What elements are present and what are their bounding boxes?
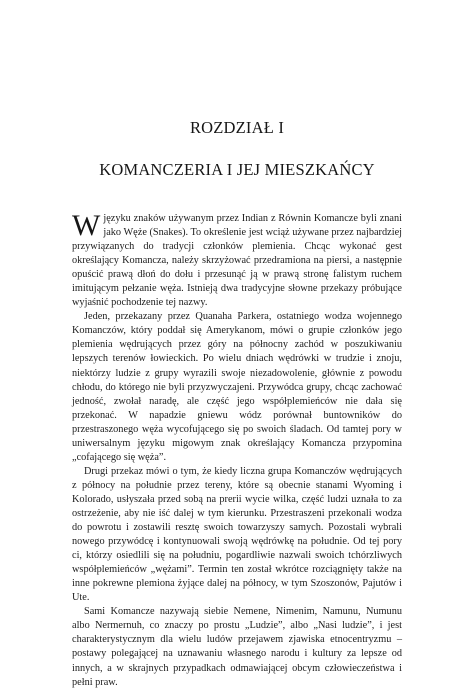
paragraph-2: Jeden, przekazany przez Quanaha Parkera, ostatniego wodza wojennego Komanczów, który poddał się Amerykanom, mówi o grupie członków jego plemienia wędrujących przez góry na północny zachód w poszukiwaniu lepszych terenów łowieckich. Po wielu dniach wędrówki w trudzie i znoju, niektórzy ludzie z grupy wyrazili swoje niezadowolenie, głównie z powodu chłodu, do którego nie byli przyzwyczajeni. Przywódca grupy, chcąc zachować jedność, zwołał naradę, ale część jego współplemieńców nie dała się przekonać. W napadzie gniewu wódz porównał buntowników do przestraszonego węża wycofującego się po swoich śladach. Od tamtej pory w uniwersalnym języku migowym znak określający Komancza przypomina „cofającego się węża”. xyxy=(72,311,402,463)
paragraph-1 xyxy=(72,209,402,310)
drop-cap: W xyxy=(72,209,101,242)
chapter-number: ROZDZIAŁ I xyxy=(189,118,285,137)
paragraph-3: Drugi przekaz mówi o tym, że kiedy liczna grupa Komanczów wędrujących z północy na południe przez tereny, które są obecnie stanami Wyoming i Kolorado, usłyszała przed sobą na prerii wycie wilka, część ludzi uznała to za ostrzeżenie, aby nie iść dalej w tym kierunku. Przestraszeni przekonali wodza do powrotu i zostawili resztę swoich towarzyszy samych. Pozostali wybrali nowego przywódcę i kontynuowali swoją wędrówkę na południe. Od tej pory ci, którzy osiedlili się na południu, pogardliwie nazwali swoich tchórzliwych współplemieńców „wężami”. Termin ten został wkrótce rozciągnięty także na inne pokrewne plemiona żyjące dalej na północy, w tym Szoszonów, Pajutów i Ute. xyxy=(72,465,402,604)
chapter-title: KOMANCZERIA I JEJ MIESZKAŃCY xyxy=(99,160,375,179)
paragraph-4: Sami Komancze nazywają siebie Nemene, Nimenim, Namunu, Numunu albo Nermernuh, co znaczy po prostu „Ludzie”, albo „Nasi ludzie”, i jest charakterystycznym dla wielu ludów przejawem zjawiska etnocentryzmu – postawy polegającej na uznawaniu własnego narodu i kultury za lepsze od innych, a w skrajnych przypadkach odmawiającej obcym człowieczeństwa i pełni praw. xyxy=(72,606,402,688)
paragraph-1-text: języku znaków używanym przez Indian z Równin Komancze byli znani jako Węże (Snakes). To określenie jest wciąż używane przez najbardziej przywiązanych do tradycji członków plemienia. Chcąc wykonać gest określający Komancza, należy skrzyżować przedramiona na piersi, a następnie opuścić prawą dłoń do dołu i przesunąć ją w prawą stronę falistym ruchem imitującym pełzanie węża. Istnieją dwa tradycyjne słowne przekazy próbujące wyjaśnić pochodzenie tej nazwy. xyxy=(72,213,402,309)
chapter-body xyxy=(72,209,402,690)
